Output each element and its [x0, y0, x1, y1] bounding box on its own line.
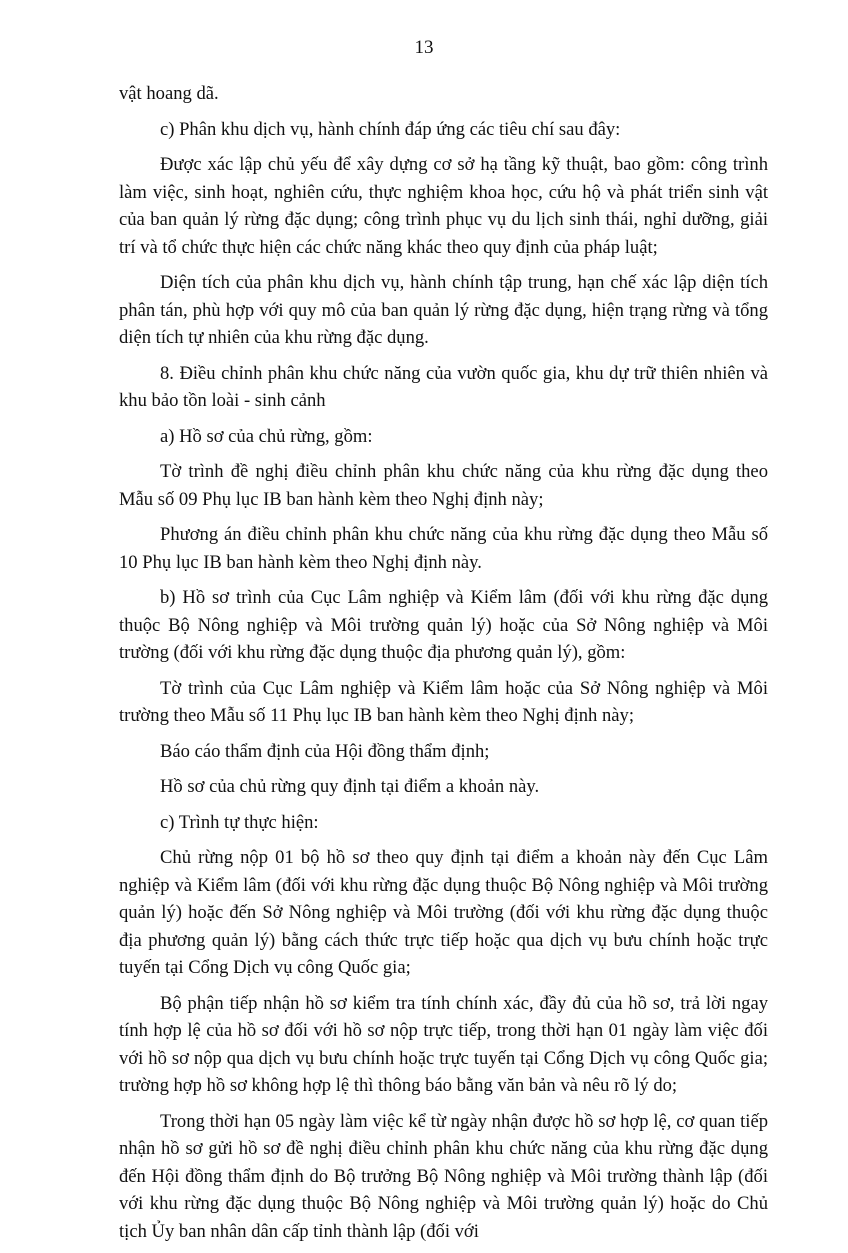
paragraph: Diện tích của phân khu dịch vụ, hành chính tập trung, hạn chế xác lập diện tích phân tán, phù hợp với quy mô của ban quản lý rừng đặc dụng, hiện trạng rừng và tổng diện tích tự nhiên của khu rừng đặc dụng.: [119, 272, 768, 348]
paragraph: b) Hồ sơ trình của Cục Lâm nghiệp và Kiểm lâm (đối với khu rừng đặc dụng thuộc Bộ Nông nghiệp và Môi trường quản lý) hoặc của Sở Nông nghiệp và Môi trường (đối với khu rừng đặc dụng thuộc địa phương quản lý), gồm:: [119, 587, 768, 663]
paragraph: Tờ trình của Cục Lâm nghiệp và Kiểm lâm hoặc của Sở Nông nghiệp và Môi trường theo Mẫu số 11 Phụ lục IB ban hành kèm theo Nghị định này;: [119, 677, 768, 726]
paragraph: Phương án điều chỉnh phân khu chức năng của khu rừng đặc dụng theo Mẫu số 10 Phụ lục IB ban hành kèm theo Nghị định này.: [119, 524, 768, 573]
paragraph: a) Hồ sơ của chủ rừng, gồm:: [160, 425, 373, 447]
page-number: 13: [414, 37, 434, 58]
paragraph: Tờ trình đề nghị điều chỉnh phân khu chức năng của khu rừng đặc dụng theo Mẫu số 09 Phụ lục IB ban hành kèm theo Nghị định này;: [119, 461, 768, 510]
paragraph: 8. Điều chỉnh phân khu chức năng của vườn quốc gia, khu dự trữ thiên nhiên và khu bảo tồn loài - sinh cảnh: [119, 362, 768, 411]
paragraph: c) Trình tự thực hiện:: [160, 811, 319, 833]
paragraph: Chủ rừng nộp 01 bộ hồ sơ theo quy định tại điểm a khoản này đến Cục Lâm nghiệp và Kiểm lâm (đối với khu rừng đặc dụng thuộc Bộ Nông nghiệp và Môi trường quản lý) hoặc đến Sở Nông nghiệp và Môi trường (đối với khu rừng đặc dụng thuộc địa phương quản lý) bằng cách thức trực tiếp hoặc qua dịch vụ bưu chính hoặc trực tuyến tại Cổng Dịch vụ công Quốc gia;: [119, 847, 768, 978]
paragraph: Được xác lập chủ yếu để xây dựng cơ sở hạ tầng kỹ thuật, bao gồm: công trình làm việc, sinh hoạt, nghiên cứu, thực nghiệm khoa học, cứu hộ và phát triển sinh vật của ban quản lý rừng đặc dụng; công trình phục vụ du lịch sinh thái, nghỉ dưỡng, giải trí và tổ chức thực hiện các chức năng khác theo quy định của pháp luật;: [119, 154, 768, 258]
paragraph: Trong thời hạn 05 ngày làm việc kể từ ngày nhận được hồ sơ hợp lệ, cơ quan tiếp nhận hồ sơ gửi hồ sơ đề nghị điều chỉnh phân khu chức năng của khu rừng đặc dụng đến Hội đồng thẩm định do Bộ trưởng Bộ Nông nghiệp và Môi trường thành lập (đối với khu rừng đặc dụng thuộc Bộ Nông nghiệp và Môi trường quản lý) hoặc do Chủ tịch Ủy ban nhân dân cấp tỉnh thành lập (đối với: [119, 1110, 768, 1242]
paragraph: Báo cáo thẩm định của Hội đồng thẩm định;: [160, 740, 490, 762]
paragraph: Bộ phận tiếp nhận hồ sơ kiểm tra tính chính xác, đầy đủ của hồ sơ, trả lời ngay tính hợp lệ của hồ sơ đối với hồ sơ nộp trực tiếp, trong thời hạn 01 ngày làm việc đối với hồ sơ nộp qua dịch vụ bưu chính hoặc trực tuyến tại Cổng Dịch vụ công Quốc gia; trường hợp hồ sơ không hợp lệ thì thông báo bằng văn bản và nêu rõ lý do;: [119, 992, 768, 1096]
paragraph: vật hoang dã.: [119, 83, 219, 104]
document-body: [119, 80, 768, 1253]
paragraph: Hồ sơ của chủ rừng quy định tại điểm a khoản này.: [160, 776, 540, 797]
paragraph: c) Phân khu dịch vụ, hành chính đáp ứng các tiêu chí sau đây:: [160, 118, 621, 140]
